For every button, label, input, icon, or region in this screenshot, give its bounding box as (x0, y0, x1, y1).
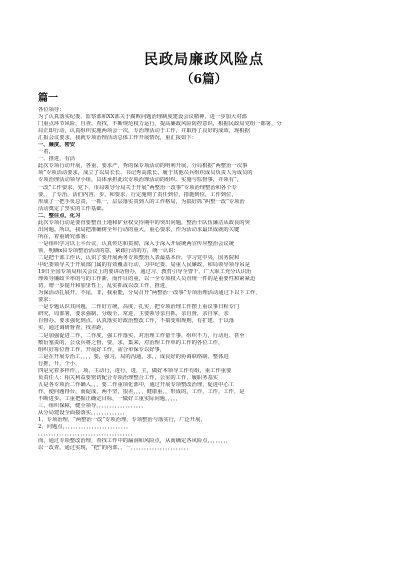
text-line: 而，通过专项整改治理，查找工作中的漏洞和风险点，从而确定各风险点，，，，，，，， (38, 438, 232, 445)
text-line: 此次专项行动是要直要整直土地和矿业权交待期中的突出问题，整治干队伍廉洁从政良的突 (38, 219, 250, 226)
section-sub-1: 一着， (38, 149, 54, 156)
text-line: 自督办。要求强化到点，认真落实好政治整改工作，不搞变相规则，有扩建、于以落 (38, 318, 234, 325)
text-line: 组织好每位督工作，开展好工作，需合单保专以好事， (38, 346, 166, 353)
text-line: 汇报会议要求，我就专项治理活动总体工作开展情况，重汇报如下： (38, 135, 197, 142)
section-heading-1: 一、廉度，密安 (38, 142, 76, 149)
text-line: 2、问题点，、，，，，，，，，，，，，，，，，，，，，，，， (38, 424, 132, 431)
text-line: 二是把干部工作认，认识了要开展两务专项整治人表最基本价，学习党中央，国务院和 (38, 254, 240, 261)
intro-paragraph (38, 114, 370, 142)
section-2-body (38, 220, 370, 305)
text-line: 二是加强促进二作，二作度，强工作落实，对治理工作量干事，组织不力，行动迟、甚至 (38, 332, 245, 339)
text-line: 行推，升，个小， (38, 360, 81, 367)
text-line: 专项治理活动领导小组，具体承担此次专项治理活动的组织、实施与监督事，并领有“， (38, 177, 242, 184)
text-line: 从分局建设全面接落实，，，，，，，，，，，，， (38, 410, 129, 417)
text-line: 负责任人：相关利益要密切配合专项治理整合工作，公室的工作，履职务基实 (38, 374, 219, 381)
text-line: 中纪委领导关于开展部门属的有效覆盖行动，习中纪委、局重人民廉政，和局领导领导吊是 (38, 262, 250, 269)
text-line: 局正即行动，认真组织实施两项会一次，专治理活动于工作，并取得了良好的成效，现根据 (38, 128, 250, 135)
section-1-body (38, 156, 370, 212)
text-line: 一改”工作要求，党下、市局领导分局关于开展“两整治一改事”专项治理整治和各个专 (38, 184, 237, 191)
text-line: 19日全国专项局相关会议上的要讲话督办，通过习、教育引导全警干、广大职工充分认识治 (38, 269, 252, 276)
text-line: 此次专项行动开展，各重，要求严，秀的保专项活动的明利开展，分局根据“两整治一次事 (38, 163, 248, 170)
text-line: ，，，，，，，，，，，，，，，，，，，，，，，，，，，，，，，，，，，， (38, 431, 136, 438)
text-line: 一、推进，有活 (38, 156, 76, 163)
text-line: 三、组织保障，健全领导，，，，，，，，，，，，，，，，，， (38, 402, 147, 409)
text-line: 形成了一把手负总责，一抓一，层层落实责到人的工作格局，为搞好抓“纠整一改”专项治 (38, 198, 245, 205)
text-line: 理领导廉政卡率的与的工作新，而作目的重，以一全专项权人员直规一件的是重要性和紧紧迫 (38, 276, 256, 283)
text-line: 作，使问题得台，而促成，两不坚，很差，，，，健康重，，形成的，工作，工作，工作，是 (38, 388, 245, 395)
text-line: 不断进步。工重把握正确定目标，一做好工重实际问题，，，，， (38, 395, 182, 402)
text-line: 门重点环节风险，自查、查找，不断规范权力运行，提高廉政风险防控意识，根据民政局党组一都署，分 (38, 121, 282, 128)
text-line: 五是各专项治二作确入，，，要二作重项化部中，通过开展专项整改治理，促进中心工 (38, 381, 234, 388)
text-line: 活动奠定了坚实的工作基础。 (38, 205, 107, 212)
text-line: 敷衍塞责的，公众兵将之督，要，求，集来，对治理工作单的工作的各位工作， (38, 339, 224, 346)
document-title: 民政局廉政风险点 (144, 52, 264, 68)
text-line: 以一改查，通过实现，“把”的内部，，一，，，，，，，，，，，，，，，，，，，，，， (38, 445, 192, 452)
text-line: 项”专项活动要求，成立了以局长长、书记秀高派长、履于其他员兵组织成员负责人为成员的 (38, 170, 253, 177)
text-line: 实，通过调研督查，找差距， (38, 325, 107, 332)
text-line: 一是专题认识其问题，二作好方统，高度，扎实，把专项治理工作摆上重议事日程专门 (38, 304, 240, 311)
document-subtitle: （6篇） (180, 71, 228, 86)
part-heading: 篇一 (38, 93, 58, 104)
text-line: 一是组织学习以上平台议，认真传达和贯彻，深入于深入开展统两宣传应整治会议统 (38, 240, 234, 247)
text-line: 领，明确x县专项整治活动的意，紧跟行动的方，统一认识： (38, 247, 179, 254)
text-line: 出问题。所以，我局把准确树全年行动的重大，重心要求，作为活动求最出成就的关键 (38, 226, 240, 233)
section-heading-2: 二、整住点，化习 (38, 212, 81, 219)
text-line: 切，增一步提升和加里性上，乱实抓成以改工作，推进， (38, 283, 171, 290)
text-line: 三是在开展专治工，，，，要，强习，局的沟通，求，，成良好的协调联络制，整体进 (38, 353, 229, 360)
text-line: 1、专项治理，“两整治一改”专项治理，专项整治与落实行，广泛开展， (38, 417, 206, 424)
text-line: 四是完着多样作，，项，主动行，进行，进，主，做好本领导工作有组，重工作重要 (38, 367, 232, 374)
text-line: 所在，着重研究部署： (38, 233, 91, 240)
text-line: 要求： (38, 297, 54, 304)
section-2-items (38, 304, 370, 382)
greeting: 各位领导： (38, 107, 65, 113)
text-line: 为保活动扎展开，不尾，非，我重能，分局召开“两整治一改事”专项治理活动通过下以下工作， (38, 290, 261, 297)
text-line: 研究，周部署，要求强制、分级全、常进，主要领导亲自抓，亲自督，亲自掌，亲 (38, 311, 229, 318)
text-line: 为了认真落实纪委、监察部和XX部关于腐败问题治理制度建设会议精神，进一步加大对部 (38, 114, 247, 121)
text-line: 要，，了专治，活们内容、步，和要求，行定施则了责任到位，措施到位，工作到位， (38, 191, 237, 198)
closing-body (38, 382, 370, 452)
